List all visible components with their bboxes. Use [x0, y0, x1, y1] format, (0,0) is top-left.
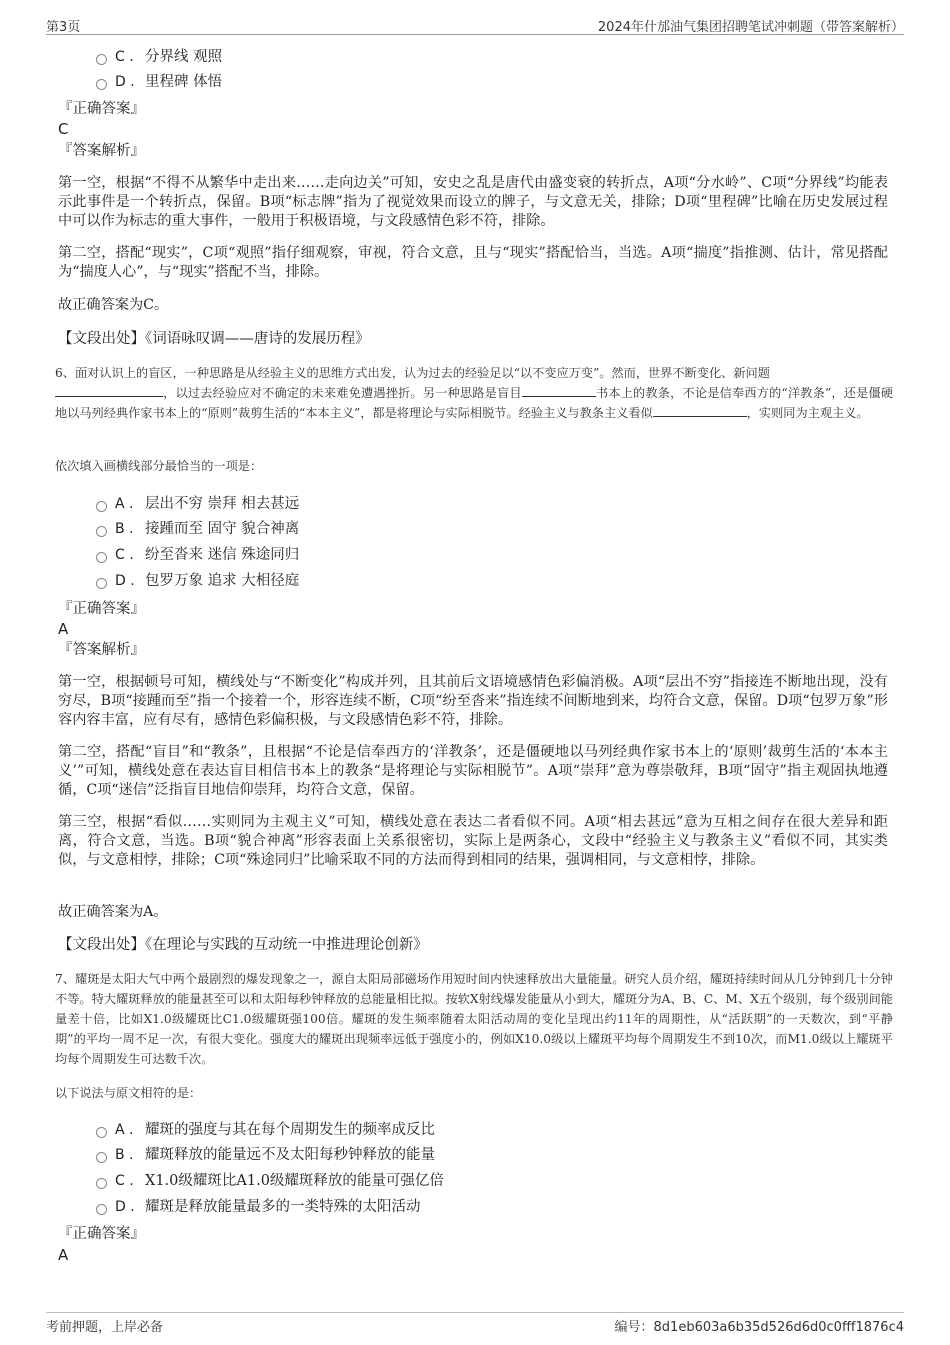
q6-source: 【文段出处】《在理论与实践的互动统一中推进理论创新》 [58, 937, 428, 953]
blank-2 [522, 383, 596, 397]
q6-option-d[interactable]: D . 包罗万象 追求 大相径庭 [96, 570, 299, 592]
blank-1 [55, 383, 163, 397]
q7-stem: 7、耀斑是太阳大气中两个最剧烈的爆发现象之一，源自太阳局部磁场作用短时间内快速释放出大量能量。研究人员介绍，耀斑持续时间从几分钟到几十分钟不等。特大耀斑释放的能量甚至可以和太阳每秒钟释放的总能量相比拟。按软X射线爆发能量从小到大，耀斑分为A、B、C、M、X五个级别，每个级别间能量差十倍，比如X1.0级耀斑比C1.0级耀斑强100倍。耀斑的发生频率随着太阳活动周的变化呈现出约11年的周期性，从“活跃期”的一天数次，到“平静期”的平均一周不足一次，有很大变化。强度大的耀斑出现频率远低于强度小的，例如X10.0级以上耀斑平均每个周期发生不到10次，而M1.0级以上耀斑平均每个周期发生可达数千次。 [55, 972, 893, 1066]
q6-prompt: 依次填入画横线部分最恰当的一项是： [55, 459, 263, 473]
radio-icon[interactable] [96, 526, 107, 537]
q6-option-a[interactable]: A . 层出不穷 崇拜 相去甚远 [96, 493, 299, 515]
q6-analysis-label: 『答案解析』 [58, 642, 145, 658]
page-footer [46, 1312, 904, 1335]
q6-option-c[interactable]: C . 纷至沓来 迷信 殊途同归 [96, 544, 299, 566]
q7-prompt: 以下说法与原文相符的是： [55, 1086, 202, 1100]
footer-slogan: 考前押题，上岸必备 [46, 1320, 164, 1335]
document-id: 编号：8d1eb603a6b35d526d6d0c0fff1876c4 [614, 1320, 904, 1335]
q5-conclusion: 故正确答案为C。 [58, 297, 169, 313]
q6-option-b[interactable]: B . 接踵而至 固守 貌合神离 [96, 518, 299, 540]
q7-answer: A [58, 1246, 69, 1264]
q6-analysis-paragraph-1: 第一空，根据顿号可知，横线处与“不断变化”构成并列，且其前后文语境感情色彩偏消极。A项“层出不穷”指接连不断地出现，没有穷尽，B项“接踵而至”指一个接着一个，形容连续不断，C项“纷至沓来”指连续不间断地到来，均符合文意，保留。D项“包罗万象”形容内容丰富，应有尽有，感情色彩偏积极，与文段感情色彩不符，排除。 [58, 674, 888, 728]
q5-source: 【文段出处】《词语咏叹调——唐诗的发展历程》 [58, 331, 370, 347]
q5-answer-label: 『正确答案』 [58, 101, 145, 117]
radio-icon[interactable] [96, 1152, 107, 1163]
q5-option-c[interactable]: C . 分界线 观照 [96, 46, 222, 68]
q6-analysis-paragraph-3: 第三空，根据“看似……实则同为主观主义”可知，横线处意在表达二者看似不同。A项“相去甚远”意为互相之间存在很大差异和距离，符合文意，当选。B项“貌合神离”形容表面上关系很密切，实际上是两条心，文段中“经验主义与教条主义”看似不同，其实类似，与文意相悖，排除；C项“殊途同归”比喻采取不同的方法而得到相同的结果，强调相同，与文意相悖，排除。 [58, 814, 888, 868]
q7-option-c[interactable]: C . X1.0级耀斑比A1.0级耀斑释放的能量可强亿倍 [96, 1170, 444, 1192]
q6-answer: A [58, 620, 69, 638]
q7-option-a[interactable]: A . 耀斑的强度与其在每个周期发生的频率成反比 [96, 1119, 435, 1141]
q6-analysis-paragraph-2: 第二空，搭配“盲目”和“教条”，且根据“不论是信奉西方的‘洋教条’，还是僵硬地以马列经典作家书本上的‘原则’裁剪生活的‘本本主义’”可知，横线处意在表达盲目相信书本上的教条“是将理论与实际相脱节”。A项“崇拜”意为尊崇敬拜，B项“固守”指主观固执地遵循，C项“迷信”泛指盲目地信仰崇拜，均符合文意，保留。 [58, 744, 888, 798]
radio-icon[interactable] [96, 552, 107, 563]
radio-icon[interactable] [96, 578, 107, 589]
q6-answer-label: 『正确答案』 [58, 601, 145, 617]
radio-icon[interactable] [96, 1204, 107, 1215]
page-header [46, 14, 904, 35]
page-number: 第3页 [46, 20, 81, 35]
q7-option-b[interactable]: B . 耀斑释放的能量远不及太阳每秒钟释放的能量 [96, 1144, 435, 1166]
radio-icon[interactable] [96, 1178, 107, 1189]
q6-conclusion: 故正确答案为A。 [58, 904, 168, 920]
q5-analysis-paragraph-2: 第二空，搭配“现实”，C项“观照”指仔细观察，审视，符合文意，且与“现实”搭配恰当，当选。A项“揣度”指推测、估计，常见搭配为“揣度人心”，与“现实”搭配不当，排除。 [58, 245, 888, 280]
q7-option-d[interactable]: D . 耀斑是释放能量最多的一类特殊的太阳活动 [96, 1196, 421, 1218]
q7-answer-label: 『正确答案』 [58, 1226, 145, 1242]
radio-icon[interactable] [96, 1127, 107, 1138]
q6-stem: 6、面对认识上的盲区，一种思路是从经验主义的思维方式出发，认为过去的经验足以“以不变应万变”。然而，世界不断变化、新问题 ，以过去经验应对不确定的未来难免遭遇挫折。另一种思路是盲目 书本上的教条，不论是信奉西方的“洋教条”，还是僵硬地以马列经典作家书本上的“原则”裁剪生活的“本本主义”，都是将理论与实际相脱节。经验主义与教条主义看似 ，实则同为主观主义。 [55, 366, 894, 420]
q5-option-d[interactable]: D . 里程碑 体悟 [96, 71, 222, 93]
q5-answer: C [58, 120, 69, 138]
radio-icon[interactable] [96, 501, 107, 512]
blank-3 [653, 403, 747, 417]
q5-analysis-paragraph-1: 第一空，根据“不得不从繁华中走出来……走向边关”可知，安史之乱是唐代由盛变衰的转折点，A项“分水岭”、C项“分界线”均能表示此事件是一个转折点，保留。B项“标志牌”指为了视觉效果而设立的牌子，与文意无关，排除；D项“里程碑”比喻在历史发展过程中可以作为标志的重大事件，一般用于积极语境，与文段感情色彩不符，排除。 [58, 175, 888, 229]
radio-icon[interactable] [96, 54, 107, 65]
q5-analysis-label: 『答案解析』 [58, 143, 145, 159]
radio-icon[interactable] [96, 79, 107, 90]
document-title: 2024年什邡油气集团招聘笔试冲刺题（带答案解析） [597, 20, 904, 35]
